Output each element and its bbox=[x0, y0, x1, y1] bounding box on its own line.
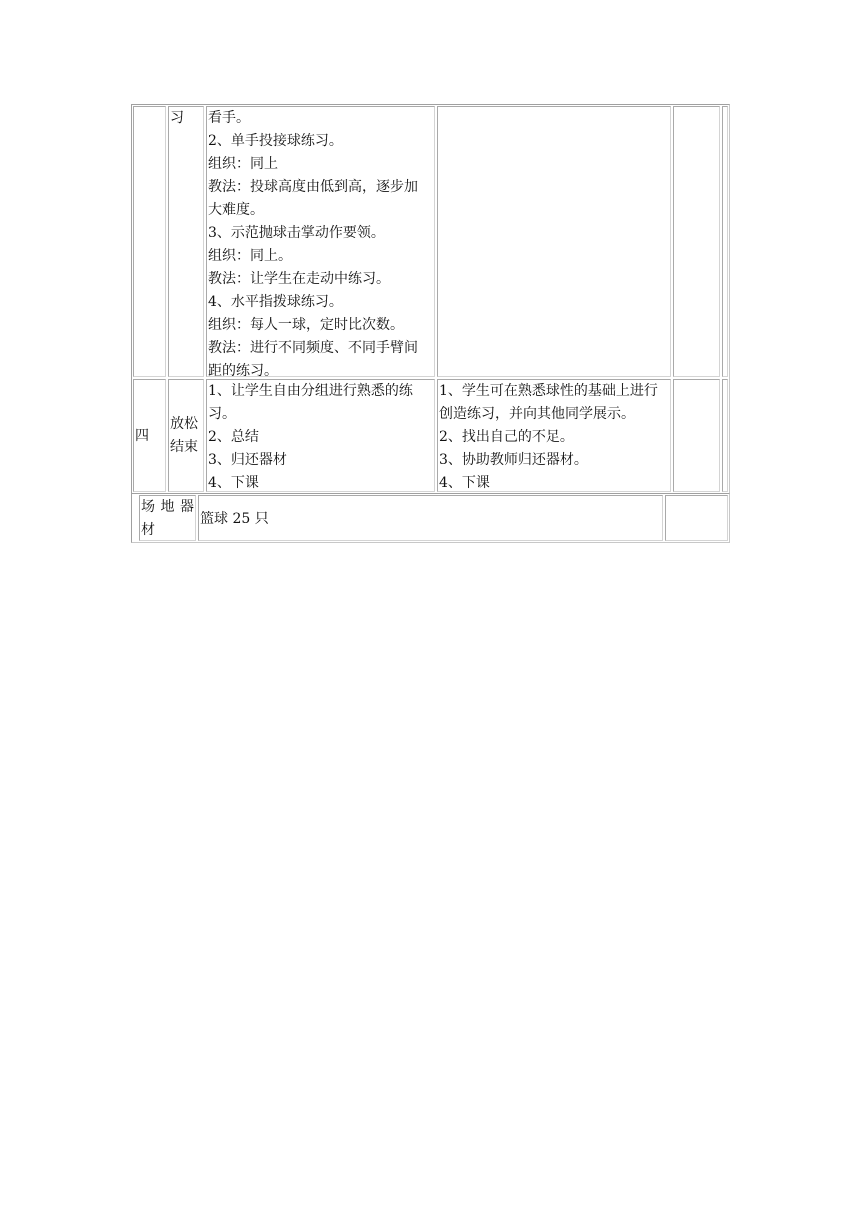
student-line: 创造练习，并向其他同学展示。 bbox=[439, 406, 635, 422]
extra-cell-2 bbox=[722, 379, 728, 492]
equipment-extra-cell bbox=[665, 495, 728, 541]
row-number-text: 四 bbox=[135, 428, 149, 444]
section-name-text: 习 bbox=[170, 110, 184, 126]
extra-cell-1 bbox=[673, 379, 720, 492]
content-line: 教法：投球高度由低到高，逐步加 bbox=[208, 179, 418, 195]
extra-cell-2 bbox=[722, 106, 728, 377]
student-line: 4、下课 bbox=[439, 475, 490, 491]
section-name-text: 放松 bbox=[170, 416, 198, 432]
equipment-label-text: 材 bbox=[141, 522, 155, 538]
content-line: 教法：让学生在走动中练习。 bbox=[208, 271, 390, 287]
student-line: 3、协助教师归还器材。 bbox=[439, 452, 588, 468]
content-line: 2、总结 bbox=[208, 429, 259, 445]
content-line: 教法：进行不同频度、不同手臂间 bbox=[208, 340, 418, 356]
equipment-value-text: 篮球 25 只 bbox=[200, 511, 269, 527]
teacher-content-cell bbox=[206, 379, 435, 492]
student-line: 1、学生可在熟悉球性的基础上进行 bbox=[439, 383, 658, 399]
section-name-cell bbox=[168, 379, 204, 492]
content-line: 看手。 bbox=[208, 110, 250, 126]
student-activity-cell bbox=[437, 379, 671, 492]
row-number-cell bbox=[133, 106, 166, 377]
section-name-cell bbox=[168, 106, 204, 377]
content-line: 3、归还器材 bbox=[208, 452, 287, 468]
content-line: 习。 bbox=[208, 406, 236, 422]
content-line: 2、单手投接球练习。 bbox=[208, 133, 343, 149]
content-line: 距的练习。 bbox=[208, 363, 278, 377]
equipment-label-text: 场 地 器 bbox=[141, 499, 194, 515]
content-line: 组织：每人一球，定时比次数。 bbox=[208, 317, 404, 333]
content-line: 组织：同上。 bbox=[208, 248, 292, 264]
teacher-content-cell bbox=[206, 106, 435, 377]
student-line: 2、找出自己的不足。 bbox=[439, 429, 574, 445]
section-name-text: 结束 bbox=[170, 439, 198, 455]
equipment-value-cell bbox=[198, 495, 663, 541]
content-line: 4、下课 bbox=[208, 475, 259, 491]
content-line: 4、水平指拨球练习。 bbox=[208, 294, 343, 310]
content-line: 3、示范抛球击掌动作要领。 bbox=[208, 225, 385, 241]
content-line: 1、让学生自由分组进行熟悉的练 bbox=[208, 383, 413, 399]
equipment-label-cell bbox=[139, 495, 196, 541]
content-line: 大难度。 bbox=[208, 202, 264, 218]
student-activity-cell bbox=[437, 106, 671, 377]
extra-cell-1 bbox=[673, 106, 720, 377]
content-line: 组织：同上 bbox=[208, 156, 278, 172]
row-number-cell bbox=[133, 379, 166, 492]
